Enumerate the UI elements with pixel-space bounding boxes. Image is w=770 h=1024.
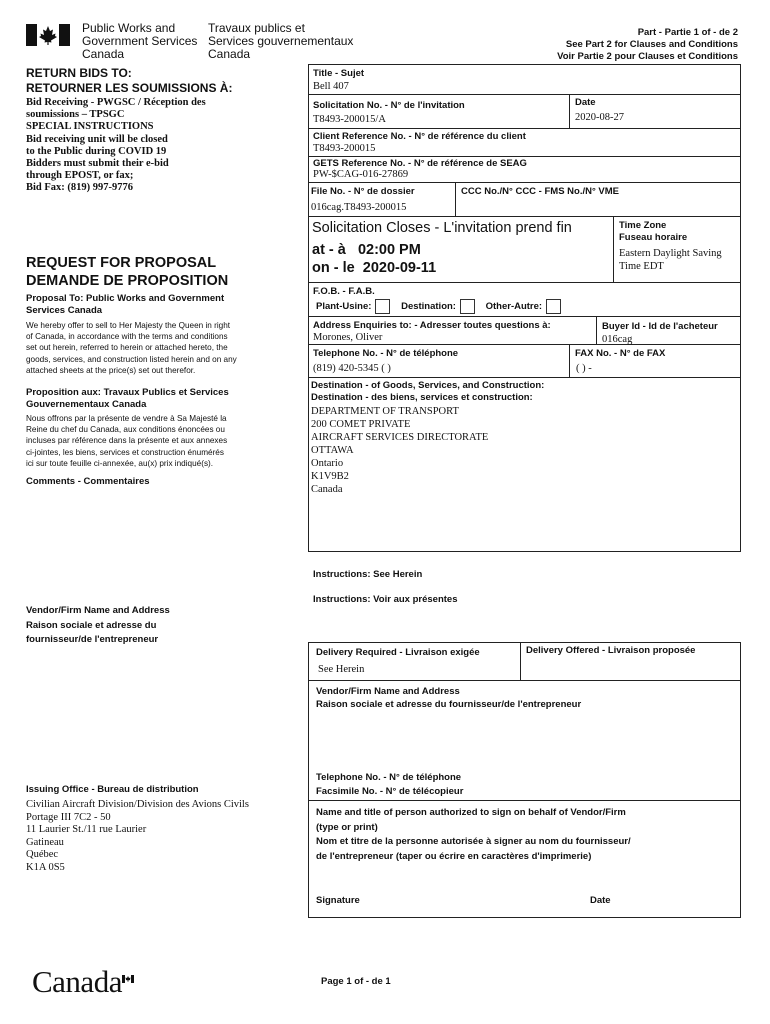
title-value: Bell 407 <box>313 81 349 92</box>
proposal-body-fr: Nous offrons par la présente de vendre à Sa Majesté la Reine du chef du Canada, aux conditions énoncées ou incluses par référence dans la présente et aux annexes ci-jointes, les biens, services et construction énumérés ici sur toute feuille ci-annexée, au(x) prix indiqué(s). <box>26 414 228 468</box>
rfp-title: REQUEST FOR PROPOSAL DEMANDE DE PROPOSITION <box>26 255 229 289</box>
wordmark-flag-icon <box>122 970 134 978</box>
solicitation-no-label: Solicitation No. - N° de l'invitation <box>313 100 465 111</box>
fax-value: ( ) - <box>576 363 592 374</box>
client-ref-label: Client Reference No. - N° de référence du client <box>313 131 526 142</box>
closing-date-row <box>312 260 436 276</box>
telephone-value: (819) 420-5345 ( ) <box>313 363 391 374</box>
file-no-label: File No. - N° de dossier <box>311 186 415 197</box>
delivery-required-label: Delivery Required - Livraison exigée <box>316 647 480 658</box>
part-indicator: Part - Partie 1 of - de 2 See Part 2 for Clauses and Conditions Voir Partie 2 pour Clauses et Conditions <box>557 27 738 62</box>
proposal-body-en: We hereby offer to sell to Her Majesty the Queen in right of Canada, in accordance with the terms and conditions set out herein, referred to herein or attached hereto, the goods, services, and construction listed herein and on any attached sheets at the price(s) set out therefor. <box>26 321 237 375</box>
file-no-value: 016cag.T8493-200015 <box>311 202 407 213</box>
canada-flag-icon <box>26 24 70 46</box>
comments-label: Comments - Commentaires <box>26 476 150 487</box>
destination-checkbox[interactable] <box>460 299 475 314</box>
signature-label: Signature <box>316 895 360 906</box>
destination-label: Destination: <box>401 301 456 313</box>
vendor-telephone-label: Telephone No. - N° de téléphone Facsimile No. - N° de télécopieur <box>316 772 464 797</box>
issuing-office-label: Issuing Office - Bureau de distribution <box>26 784 199 795</box>
vendor-firm-label-left: Vendor/Firm Name and Address Raison sociale et adresse du fournisseur/de l'entrepreneur <box>26 605 170 645</box>
instructions-en: Instructions: See Herein <box>313 569 423 580</box>
proposal-to-en: Proposal To: Public Works and Government Services Canada <box>26 293 225 316</box>
proposal-to-fr: Proposition aux: Travaux Publics et Services Gouvernementaux Canada <box>26 387 229 410</box>
other-label: Other-Autre: <box>485 301 543 313</box>
ccc-fms-label: CCC No./N° CCC - FMS No./N° VME <box>461 186 620 197</box>
plant-label: Plant-Usine: <box>316 301 372 313</box>
address-enquiries-label: Address Enquiries to: - Adresser toutes questions à: <box>313 320 551 331</box>
vendor-firm-label: Vendor/Firm Name and Address Raison sociale et adresse du fournisseur/de l'entrepreneur <box>316 686 582 710</box>
other-checkbox[interactable] <box>546 299 561 314</box>
authorized-person-label: Name and title of person authorized to sign on behalf of Vendor/Firm (type or print) Nom et titre de la personne autorisée à signer au nom du fournisseur/ de l'entrepreneur (taper ou écrire en caractères d'imprimerie) <box>316 807 631 862</box>
buyer-id-value: 016cag <box>602 334 633 345</box>
department-name-fr: Travaux publics et Services gouvernementaux Canada <box>208 21 354 61</box>
timezone-value: Eastern Daylight Saving Time EDT <box>619 248 722 272</box>
return-bids-heading: RETURN BIDS TO: RETOURNER LES SOUMISSIONS À: <box>26 66 233 95</box>
buyer-id-label: Buyer Id - Id de l'acheteur <box>602 321 718 332</box>
destination-goods-label: Destination - of Goods, Services, and Construction: Destination - des biens, services et construction: <box>311 380 545 403</box>
client-ref-value: T8493-200015 <box>313 143 376 154</box>
fax-label: FAX No. - N° de FAX <box>575 348 666 359</box>
timezone-label: Time Zone Fuseau horaire <box>619 220 688 243</box>
closing-time-row <box>312 242 421 258</box>
fob-label: F.O.B. - F.A.B. <box>313 286 375 297</box>
delivery-required-value: See Herein <box>318 664 365 675</box>
department-name-en: Public Works and Government Services Canada <box>82 21 198 61</box>
gets-ref-label: GETS Reference No. - N° de référence de SEAG <box>313 158 527 169</box>
delivery-offered-label: Delivery Offered - Livraison proposée <box>526 645 696 656</box>
signature-date-label: Date <box>590 895 611 906</box>
title-label: Title - Sujet <box>313 68 365 79</box>
gets-ref-value: PW-$CAG-016-27869 <box>313 169 409 180</box>
at-label: at - à <box>312 242 346 258</box>
page-number: Page 1 of - de 1 <box>321 976 391 987</box>
instructions-fr: Instructions: Voir aux présentes <box>313 594 458 605</box>
issuing-office-address: Civilian Aircraft Division/Division des Avions Civils Portage III 7C2 - 50 11 Laurier St./11 rue Laurier Gatineau Québec K1A 0S5 <box>26 799 249 873</box>
closing-time-value: 02:00 PM <box>357 242 421 258</box>
solicitation-closes-title: Solicitation Closes - L'invitation prend fin <box>312 220 572 236</box>
on-label: on - le <box>312 260 355 276</box>
canada-wordmark: Canada <box>32 964 122 999</box>
telephone-label: Telephone No. - N° de téléphone <box>313 348 459 359</box>
solicitation-no-value: T8493-200015/A <box>313 114 386 125</box>
fob-options <box>316 299 569 314</box>
plant-checkbox[interactable] <box>375 299 390 314</box>
destination-address: DEPARTMENT OF TRANSPORT 200 COMET PRIVATE AIRCRAFT SERVICES DIRECTORATE OTTAWA Ontario K1V9B2 Canada <box>311 406 489 495</box>
return-bids-address: Bid Receiving - PWGSC / Réception des soumissions – TPSGC SPECIAL INSTRUCTIONS Bid receiving unit will be closed to the Public during COVID 19 Bidders must submit their e-bid through EPOST, or fax; Bid Fax: (819) 997-9776 <box>26 97 206 194</box>
date-value: 2020-08-27 <box>575 112 624 123</box>
date-label: Date <box>575 97 596 108</box>
address-enquiries-value: Morones, Oliver <box>313 332 383 343</box>
closing-date-value: 2020-09-11 <box>362 260 437 276</box>
